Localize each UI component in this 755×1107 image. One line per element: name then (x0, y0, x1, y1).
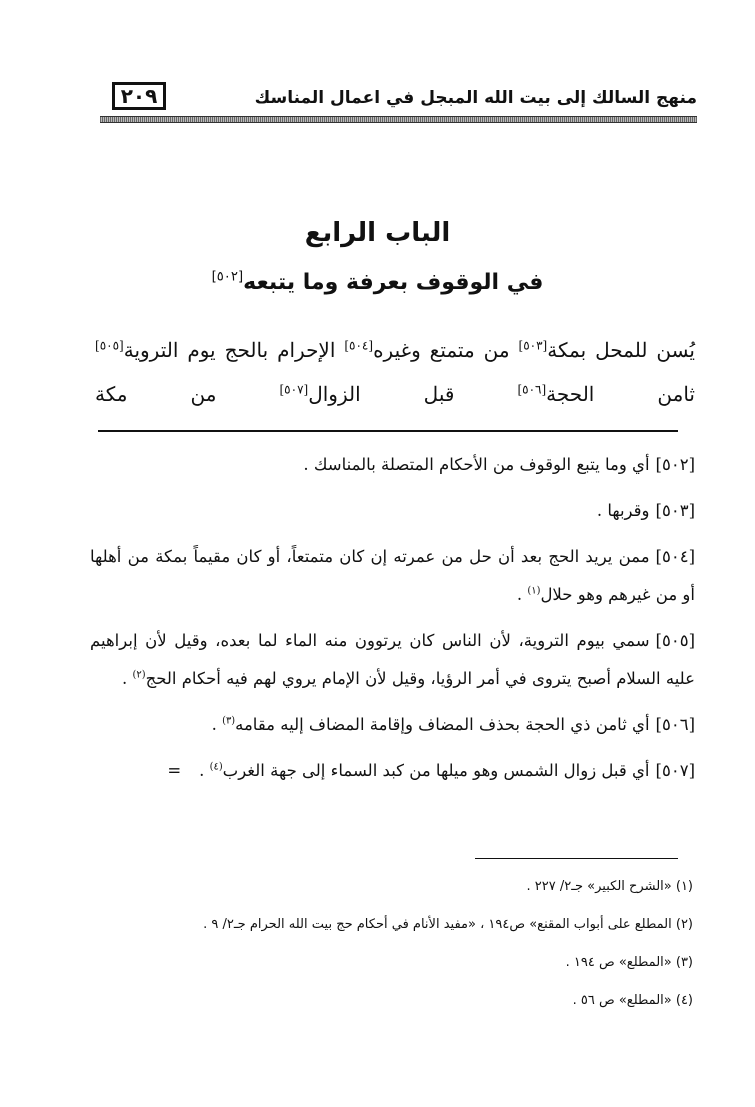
footnote-divider (475, 858, 678, 859)
note-text: سمي بيوم التروية، لأن الناس كان يرتوون منه الماء لما بعده، وقيل لأن إبراهيم عليه السلام أصبح يتروى في أمر الرؤيا، وقيل لأن الإمام يروي لهم فيه أحكام الحج (90, 631, 695, 688)
note-text: أي ثامن ذي الحجة بحذف المضاف وإقامة المضاف إليه مقامه (235, 715, 650, 734)
note-ref: [٥٠٣] (655, 501, 695, 520)
note-text: ممن يريد الحج بعد أن حل من عمرته إن كان متمتعاً، أو كان مقيماً بمكة من أهلها أو من غيرهم وهو حلال (90, 547, 695, 604)
header-rule (100, 116, 697, 123)
commentary-notes (90, 446, 695, 798)
note-ref: [٥٠٢] (655, 455, 695, 474)
chapter-title: الباب الرابع (304, 218, 451, 248)
footnote-marker: (٤) (209, 761, 223, 773)
note-text: أي قبل زوال الشمس وهو ميلها من كبد السماء إلى جهة الغرب (222, 761, 650, 780)
footnote-marker: (٢) (132, 669, 146, 681)
section-title (0, 270, 755, 295)
matn-part: ثامن الحجة (546, 382, 695, 406)
note-ref: [٥٠٦] (655, 715, 695, 734)
footnote: (١) «الشرح الكبير» جـ٢/ ٢٢٧ . (526, 879, 693, 894)
note-end: . (122, 669, 133, 688)
note-item (90, 752, 695, 790)
commentary-divider (98, 430, 678, 432)
note-ref: [٥٠٤] (655, 547, 695, 566)
section-ref: [٥٠٢] (211, 269, 244, 285)
note-ref: [٥٠٧] (655, 761, 695, 780)
section-title-text: في الوقوف بعرفة وما يتبعه (243, 270, 544, 295)
matn-part: من متمتع وغيره (373, 338, 519, 362)
matn-ref: [٥٠٣] (518, 338, 548, 353)
note-item (90, 538, 695, 614)
note-text: وقربها . (596, 501, 650, 520)
matn-ref: [٥٠٤] (344, 338, 374, 353)
matn-ref: [٥٠٧] (279, 382, 309, 397)
note-text: أي وما يتبع الوقوف من الأحكام المتصلة بالمناسك . (303, 455, 650, 474)
footnote: (٤) «المطلع» ص ٥٦ . (572, 993, 693, 1008)
matn-part: قبل الزوال (308, 382, 518, 406)
page-number: ٢٠٩ (112, 82, 166, 110)
matn-part: الإحرام بالحج يوم التروية (123, 338, 345, 362)
note-item (90, 492, 695, 530)
note-item (90, 622, 695, 698)
continuation-mark: = (167, 761, 182, 780)
matn-ref: [٥٠٦] (517, 382, 547, 397)
note-end: . (199, 761, 210, 780)
matn-part: يُسن للمحل بمكة (547, 338, 695, 362)
running-title: منهج السالك إلى بيت الله المبجل في اعمال المناسك (254, 88, 697, 108)
note-end: . (516, 585, 528, 604)
footnote: (٣) «المطلع» ص ١٩٤ . (565, 955, 693, 970)
matn-ref: [٥٠٥] (95, 338, 124, 353)
page-header (100, 80, 697, 126)
footnote-marker: (١) (527, 585, 541, 597)
footnotes (90, 868, 693, 1020)
footnote: (٢) المطلع على أبواب المقنع» ص١٩٤ ، «مفيد الأنام في أحكام حج بيت الله الحرام جـ٢/ ٩ . (203, 917, 693, 932)
main-text (95, 328, 695, 416)
note-end: . (211, 715, 223, 734)
note-item (90, 446, 695, 484)
matn-part: من مكة (95, 382, 280, 406)
note-item (90, 706, 695, 744)
note-ref: [٥٠٥] (655, 631, 695, 650)
footnote-marker: (٣) (222, 715, 236, 727)
